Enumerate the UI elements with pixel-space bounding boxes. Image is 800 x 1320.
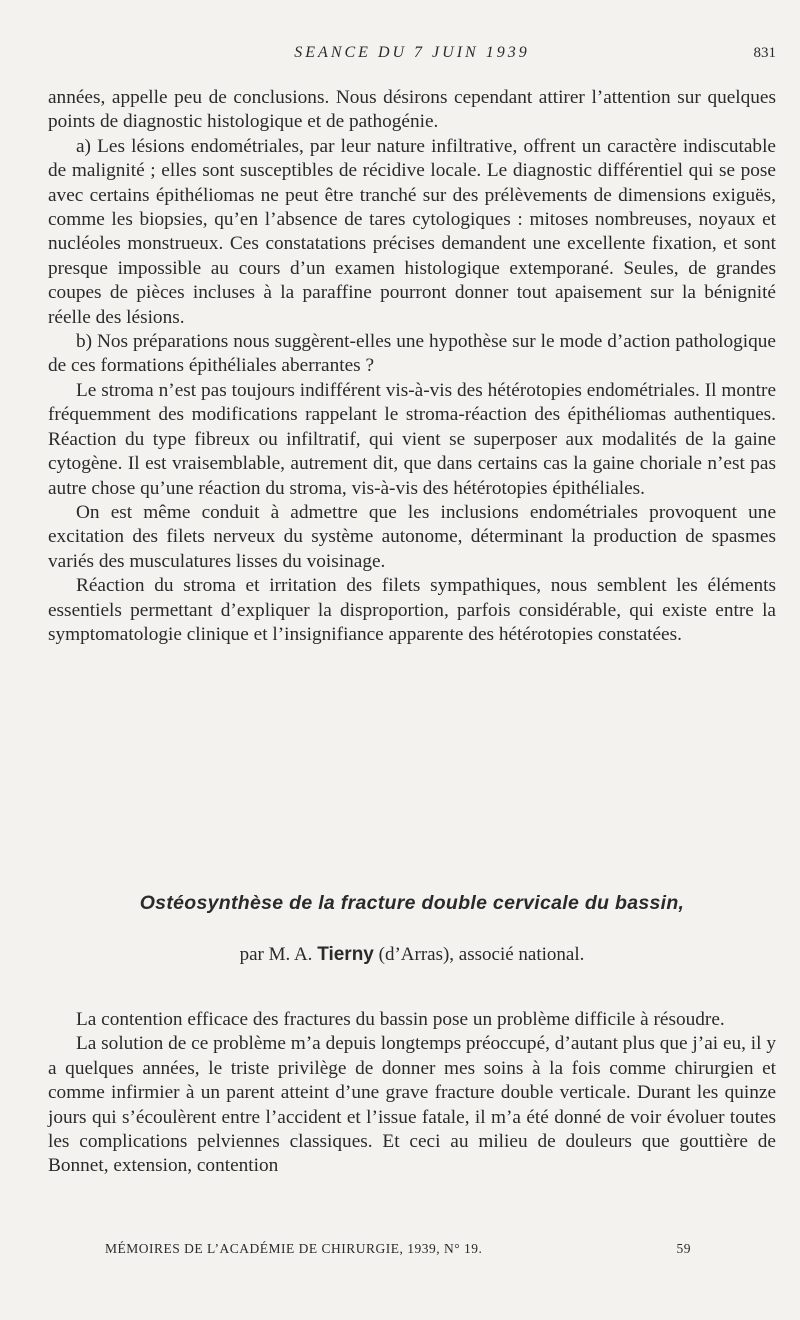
journal-citation: MÉMOIRES DE L’ACADÉMIE DE CHIRURGIE, 1939, N° 19. bbox=[105, 1241, 483, 1256]
paragraph: On est même conduit à admettre que les inclusions endométriales provoquent une excitation des filets nerveux du système autonome, déterminant la production de spasmes variés des musculatures lisses du voisinage. bbox=[48, 501, 776, 572]
paragraph: La contention efficace des fractures du bassin pose un problème difficile à résoudre. bbox=[76, 1009, 725, 1030]
previous-article-continuation bbox=[48, 86, 776, 647]
article-byline bbox=[48, 944, 776, 966]
paragraph: années, appelle peu de conclusions. Nous désirons cependant attirer l’attention sur quelques points de diagnostic histologique et de pathogénie. bbox=[48, 87, 776, 133]
sheet-number: 59 bbox=[676, 1241, 691, 1256]
paragraph: La solution de ce problème m’a depuis longtemps préoccupé, d’autant plus que j’ai eu, il y a quelques années, le triste privilège de donner mes soins à la fois comme chirurgien et comme infirmier à un parent atteint d’une grave fracture double verticale. Durant les quinze jours qui s’écoulèrent entre l’accident et l’issue fatale, il m’a été donné de voir évoluer toutes les complications pelviennes classiques. Et ceci au milieu de douleurs que gouttière de Bonnet, extension, contention bbox=[48, 1033, 776, 1177]
article-body bbox=[48, 1008, 776, 1179]
article-title: Ostéosynthèse de la fracture double cervicale du bassin, bbox=[139, 892, 685, 914]
page-footer bbox=[105, 1241, 691, 1261]
paragraph: Le stroma n’est pas toujours indifférent vis-à-vis des hétérotopies endométriales. Il montre fréquemment des modifications rappelant le stroma-réaction des épithéliomas authentiques. Réaction du type fibreux ou infiltratif, qui vient se superposer aux modalités de la gaine cytogène. Il est vraisemblable, autrement dit, que dans certains cas la gaine choriale n’est pas autre chose qu’une réaction du stroma, vis-à-vis des hétérotopies épithéliales. bbox=[48, 379, 776, 499]
running-title: SEANCE DU 7 JUIN 1939 bbox=[294, 44, 530, 61]
byline-suffix: (d’Arras), associé national. bbox=[378, 944, 585, 965]
paragraph: b) Nos préparations nous suggèrent-elles une hypothèse sur le mode d’action pathologique de ces formations épithéliales aberrantes ? bbox=[48, 331, 776, 377]
paragraph: Réaction du stroma et irritation des filets sympathiques, nous semblent les éléments essentiels permettant d’expliquer la disproportion, parfois considérable, qui existe entre la symptomatologie clinique et l’insignifiance apparente des hétérotopies constatées. bbox=[48, 575, 776, 645]
running-header bbox=[48, 44, 776, 66]
page-number: 831 bbox=[753, 45, 776, 61]
author-name: Tierny bbox=[317, 944, 374, 965]
byline-prefix: par M. A. bbox=[239, 944, 313, 965]
paragraph: a) Les lésions endométriales, par leur nature infiltrative, offrent un caractère indiscutable de malignité ; elles sont susceptibles de récidive locale. Le diagnostic différentiel qui se pose avec certains épithéliomas ne peut être tranché sur des prélèvements de dimensions exiguës, comme les biopsies, qu’en l’absence de tares cytologiques : mitoses nombreuses, noyaux et nucléoles monstrueux. Ces constatations précises demandent une excellente fixation, et sont presque impossible au cours d’un examen histologique extemporané. Seules, de grandes coupes de pièces incluses à la paraffine pourront donner tout apaisement sur la bénignité réelle des lésions. bbox=[48, 135, 776, 328]
